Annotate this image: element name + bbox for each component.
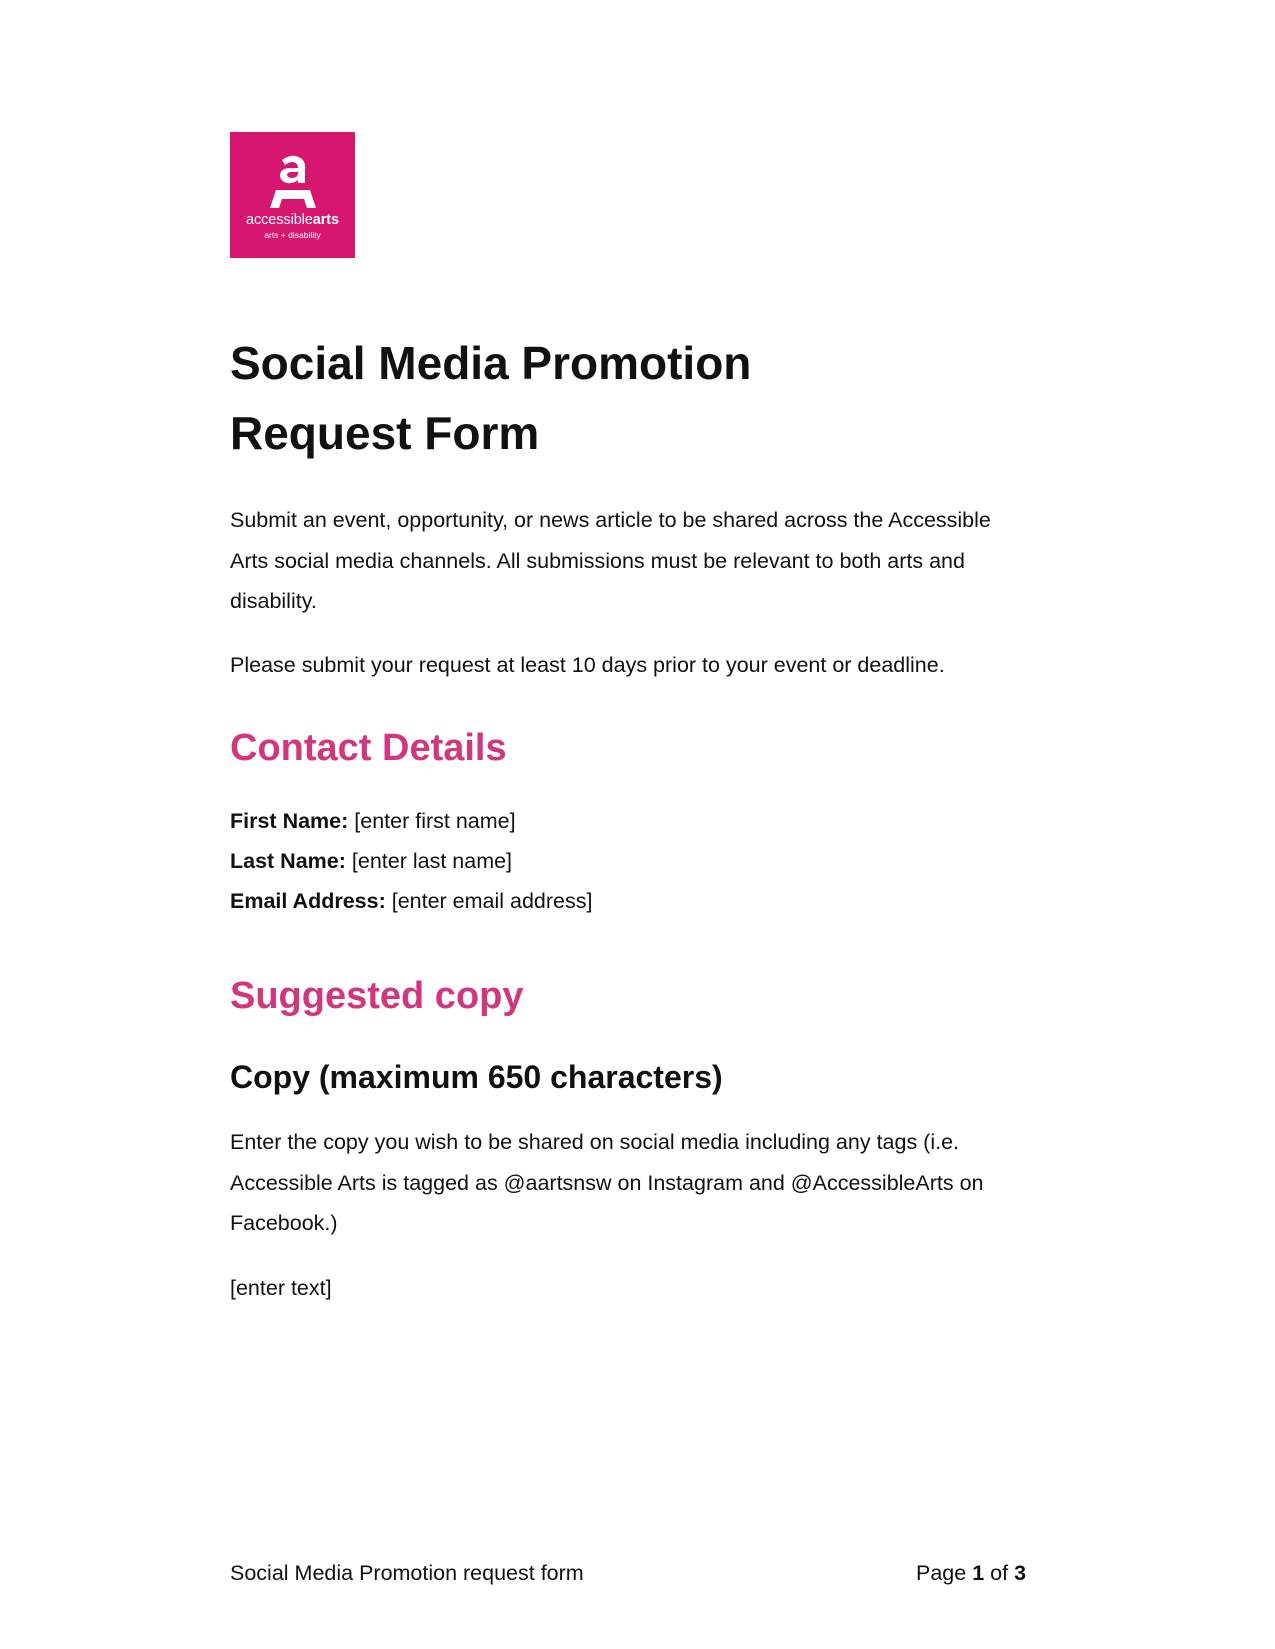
first-name-value[interactable]: [enter first name] — [354, 809, 516, 833]
logo-wordmark: accessiblearts — [246, 212, 339, 228]
footer-document-name: Social Media Promotion request form — [230, 1561, 584, 1585]
copy-subheading: Copy (maximum 650 characters) — [230, 1059, 723, 1095]
copy-description: Enter the copy you wish to be shared on social media including any tags (i.e. Accessible Arts is tagged as @aartsnsw on Instagram and @AccessibleArts on Facebook.) — [230, 1130, 984, 1235]
suggested-copy-heading: Suggested copy — [230, 975, 524, 1017]
first-name-label: First Name: — [230, 809, 349, 833]
accessible-arts-logo — [230, 132, 355, 258]
contact-details-heading: Contact Details — [230, 727, 507, 769]
deadline-note: Please submit your request at least 10 days prior to your event or deadline. — [230, 653, 945, 677]
current-page: 1 — [972, 1561, 985, 1585]
total-pages: 3 — [1014, 1561, 1027, 1585]
accessible-arts-emblem-icon — [262, 150, 324, 212]
first-name-field[interactable] — [230, 801, 516, 841]
last-name-label: Last Name: — [230, 849, 346, 873]
title-line-1: Social Media Promotion — [230, 337, 752, 389]
page-title — [230, 328, 1030, 468]
last-name-value[interactable]: [enter last name] — [351, 849, 513, 873]
email-address-field[interactable] — [230, 881, 592, 921]
copy-text-field[interactable]: [enter text] — [230, 1276, 332, 1300]
email-address-value[interactable]: [enter email address] — [391, 889, 593, 913]
logo-tagline: arts + disability — [264, 230, 321, 240]
email-address-label: Email Address: — [230, 889, 386, 913]
title-line-2: Request Form — [230, 407, 540, 459]
footer-page-number: Page 1 of 3 — [916, 1561, 1027, 1585]
intro-paragraph: Submit an event, opportunity, or news article to be shared across the Accessible Arts social media channels. All submissions must be relevant to both arts and disability. — [230, 508, 991, 613]
last-name-field[interactable] — [230, 841, 512, 881]
